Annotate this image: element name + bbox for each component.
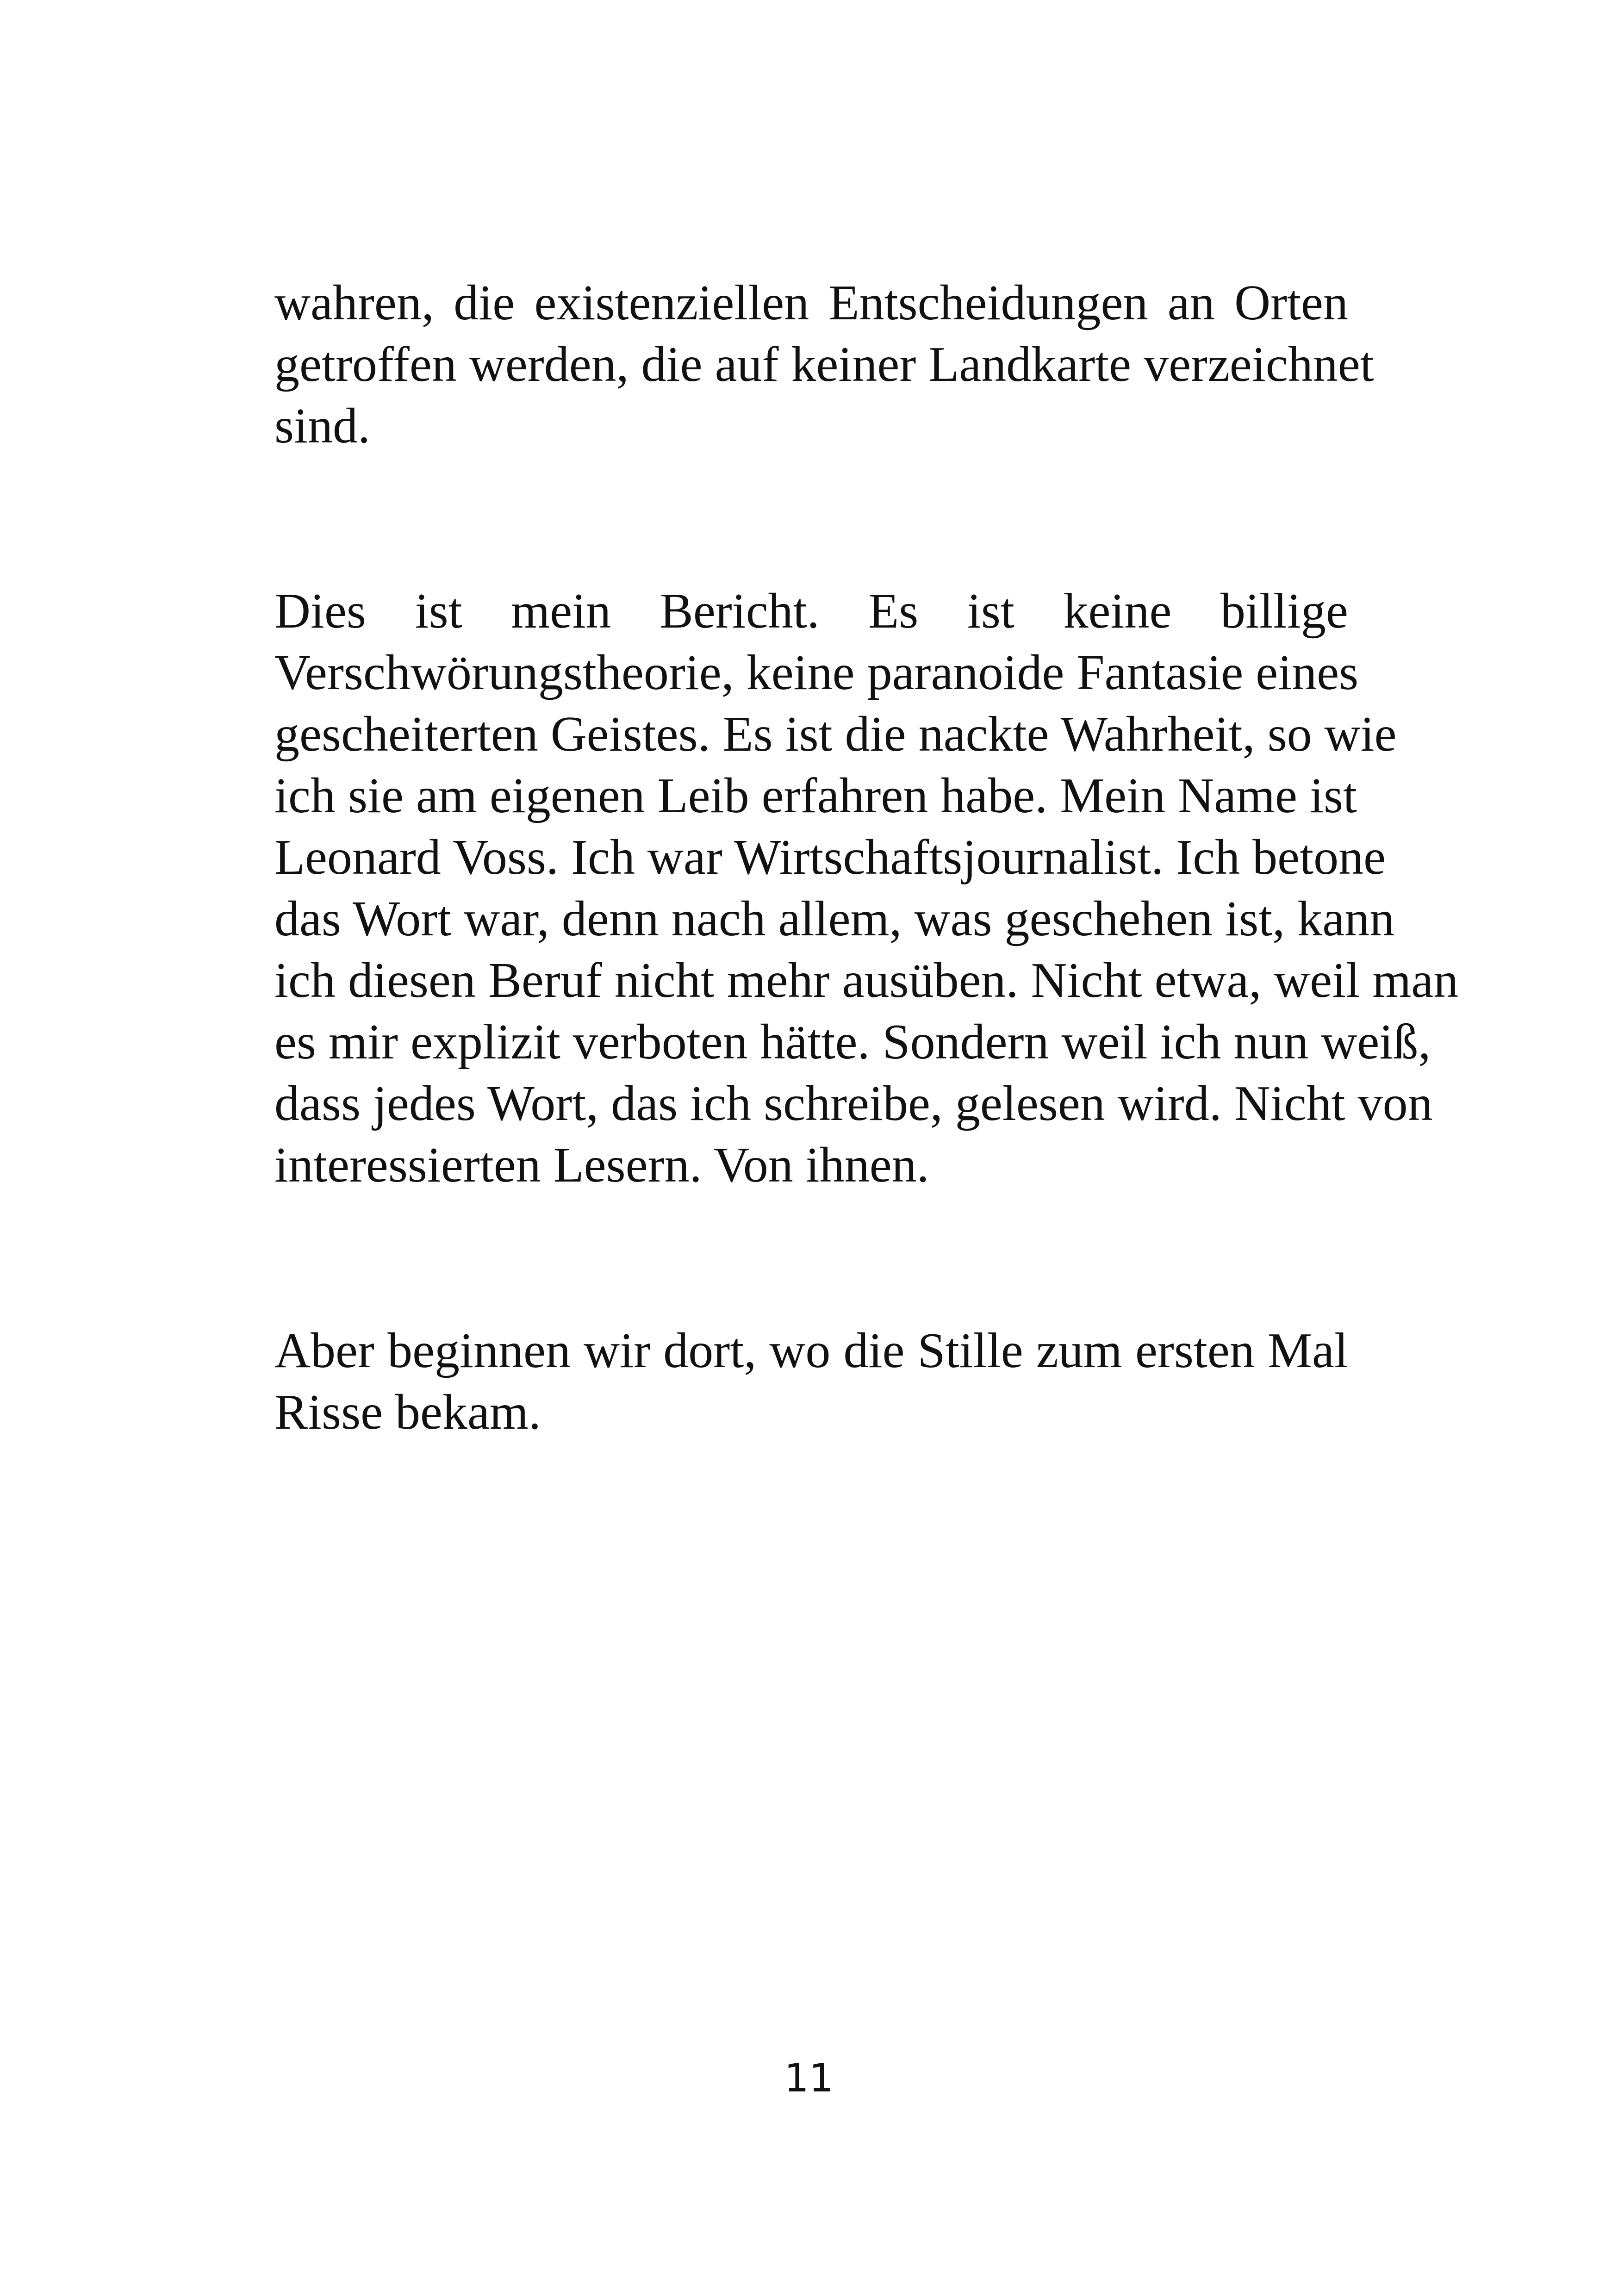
paragraph-line: dass jedes Wort, das ich schreibe, gelesen wird. Nicht von: [274, 1076, 1433, 1131]
page-number: 11: [784, 2055, 834, 2101]
paragraph-line: Verschwörungstheorie, keine paranoide Fantasie eines: [274, 645, 1359, 700]
paragraph-line: Aber beginnen wir dort, wo die Stille zum ersten Mal: [274, 1323, 1348, 1378]
paragraph-line: sind.: [274, 398, 371, 454]
paragraph-line: ich diesen Beruf nicht mehr ausüben. Nicht etwa, weil man: [274, 953, 1459, 1008]
paragraph-2: [274, 580, 1459, 1196]
paragraph-line: das Wort war, denn nach allem, was geschehen ist, kann: [274, 891, 1395, 946]
paragraph-line: gescheiterten Geistes. Es ist die nackte Wahrheit, so wie: [274, 707, 1397, 762]
paragraph-3: [274, 1320, 1348, 1443]
paragraph-1: [274, 272, 1374, 457]
paragraph-line: Leonard Voss. Ich war Wirtschaftsjournalist. Ich betone: [274, 830, 1386, 885]
paragraph-line: interessierten Lesern. Von ihnen.: [274, 1138, 929, 1193]
paragraph-line: es mir explizit verboten hätte. Sondern weil ich nun weiß,: [274, 1014, 1431, 1070]
paragraph-line: getroffen werden, die auf keiner Landkarte verzeichnet: [274, 337, 1374, 392]
paragraph-line: ich sie am eigenen Leib erfahren habe. Mein Name ist: [274, 768, 1357, 823]
paragraph-line: Dies ist mein Bericht. Es ist keine billige: [274, 584, 1348, 639]
paragraph-line: Risse bekam.: [274, 1385, 541, 1440]
paragraph-line: wahren, die existenziellen Entscheidungen an Orten: [274, 275, 1348, 330]
